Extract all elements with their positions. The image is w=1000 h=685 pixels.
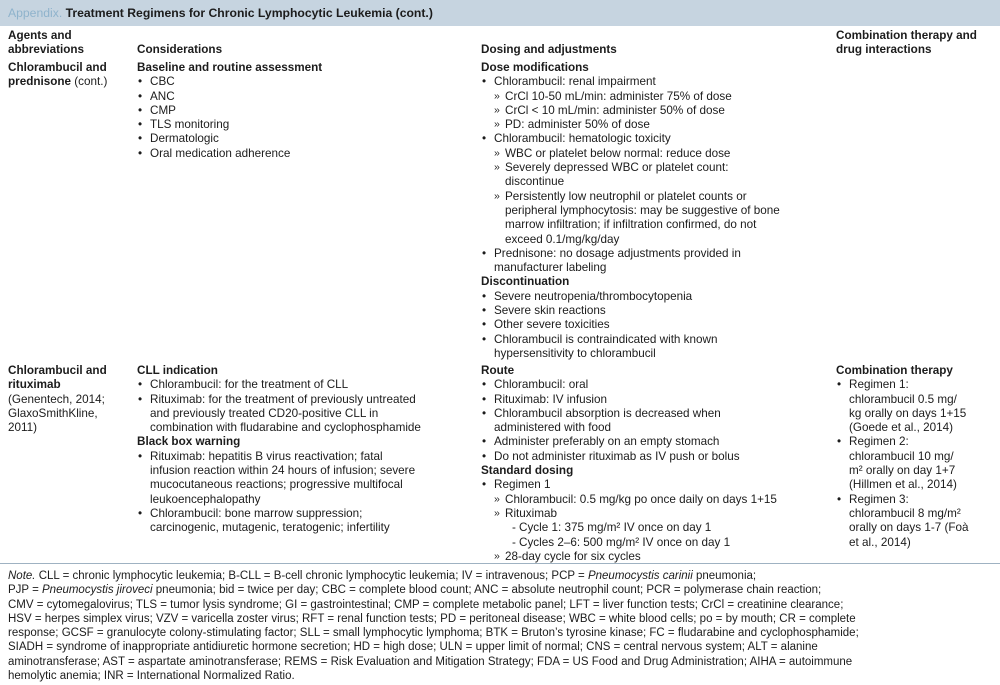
note-label: Note. xyxy=(8,570,36,582)
list-item: » Chlorambucil: 0.5 mg/kg po once daily on days 1+15 xyxy=(481,493,831,507)
list-item: • Administer preferably on an empty stomach xyxy=(481,435,831,449)
header-combination: Combination therapy and drug interactions xyxy=(836,29,977,57)
list-item: • CMP xyxy=(137,104,477,118)
list-item: » Persistently low neutrophil or platelet counts or peripheral lymphocytosis: may be suggestive of bone marrow infiltration; if infiltration confirmed, do not exceed 0.1/mg/kg/day xyxy=(481,190,831,247)
list-item: » Severely depressed WBC or platelet count: discontinue xyxy=(481,161,831,190)
route-heading: Route xyxy=(481,364,515,377)
combination-therapy-heading: Combination therapy xyxy=(836,364,953,377)
list-item: - Cycle 1: 375 mg/m² IV once on day 1 xyxy=(481,521,831,535)
header-agents: Agents and abbreviations xyxy=(8,29,84,57)
discontinuation-heading: Discontinuation xyxy=(481,275,570,289)
header-considerations: Considerations xyxy=(137,43,223,56)
list-item: • Regimen 1 xyxy=(481,478,831,492)
list-item: • Chlorambucil: hematologic toxicity xyxy=(481,132,831,146)
row1-agent: Chlorambucil and prednisone (cont.) xyxy=(8,61,108,89)
black-box-warning-heading: Black box warning xyxy=(137,435,241,449)
baseline-heading: Baseline and routine assessment xyxy=(137,61,323,74)
cll-indication-heading: CLL indication xyxy=(137,364,218,377)
row1-considerations xyxy=(137,61,477,161)
list-item: • Severe skin reactions xyxy=(481,304,831,318)
list-item: • Chlorambucil: bone marrow suppression; carcinogenic, mutagenic, teratogenic; infertility xyxy=(137,507,477,536)
list-item: • TLS monitoring xyxy=(137,118,477,132)
list-item: • Severe neutropenia/thrombocytopenia xyxy=(481,290,831,304)
list-item: • Other severe toxicities xyxy=(481,318,831,332)
row2-agent: Chlorambucil and rituximab (Genentech, 2014; GlaxoSmithKline, 2011) xyxy=(8,364,107,435)
list-item: » CrCl 10-50 mL/min: administer 75% of dose xyxy=(481,90,831,104)
list-item: • Rituximab: IV infusion xyxy=(481,393,831,407)
list-item: • CBC xyxy=(137,75,477,89)
appendix-label: Appendix. xyxy=(8,6,63,20)
list-item: • Regimen 1: chlorambucil 0.5 mg/ kg orally on days 1+15 (Goede et al., 2014) xyxy=(836,378,996,435)
list-item: • Dermatologic xyxy=(137,132,477,146)
list-item: » WBC or platelet below normal: reduce dose xyxy=(481,147,831,161)
list-item: • Rituximab: for the treatment of previously untreated and previously treated CD20-positive CLL in combination with fludarabine and cyclophosphamide xyxy=(137,393,477,436)
table-note: Note. CLL = chronic lymphocytic leukemia; B-CLL = B-cell chronic lymphocytic leukemia; IV = intravenous; PCP = Pneumocystis carinii pneumonia; PJP = Pneumocystis jiroveci pneumonia; bid = twice per day; CBC = complete blood count; ANC = absolute neutrophil count; PCR = polymerase chain reaction; CMV = cytomegalovirus; TLS = tumor lysis syndrome; GI = gastrointestinal; CMP = complete metabolic panel; LFT = liver function tests; CrCl = creatinine clearance; HSV = herpes simplex virus; VZV = varicella zoster virus; RFT = renal function tests; PD = peritoneal disease; WBC = white blood cells; po = by mouth; CR = complete response; GCSF = granulocyte colony-stimulating factor; SLL = small lymphocytic lymphoma; BTK = Bruton’s tyrosine kinase; FC = fludarabine and cyclophosphamide; SIADH = syndrome of inappropriate antidiuretic hormone secretion; HD = high dose; ULN = upper limit of normal; CNS = central nervous system; ALT = alanine aminotransferase; AST = aspartate aminotransferase; REMS = Risk Evaluation and Mitigation Strategy; FDA = US Food and Drug Administration; AIHA = autoimmune hemolytic anemia; INR = International Normalized Ratio. xyxy=(0,563,1000,685)
list-item: • Regimen 3: chlorambucil 8 mg/m² orally on days 1-7 (Foà et al., 2014) xyxy=(836,493,996,550)
list-item: • Do not administer rituximab as IV push or bolus xyxy=(481,450,831,464)
row2-considerations xyxy=(137,364,477,536)
list-item: • Chlorambucil is contraindicated with known hypersensitivity to chlorambucil xyxy=(481,333,831,362)
list-item: • Chlorambucil: renal impairment xyxy=(481,75,831,89)
list-item: » CrCl < 10 mL/min: administer 50% of dose xyxy=(481,104,831,118)
row2-combination xyxy=(836,364,996,550)
list-item: • Prednisone: no dosage adjustments provided in manufacturer labeling xyxy=(481,247,831,276)
table-title-bar xyxy=(0,0,1000,26)
list-item: • Chlorambucil: for the treatment of CLL xyxy=(137,378,477,392)
list-item: • Chlorambucil: oral xyxy=(481,378,831,392)
row1-dosing xyxy=(481,61,831,361)
header-dosing: Dosing and adjustments xyxy=(481,43,617,56)
list-item: » Rituximab xyxy=(481,507,831,521)
list-item: • Rituximab: hepatitis B virus reactivation; fatal infusion reaction within 24 hours of infusion; severe mucocutaneous reactions; progressive multifocal leukoencephalopathy xyxy=(137,450,477,507)
list-item: • Chlorambucil absorption is decreased when administered with food xyxy=(481,407,831,436)
standard-dosing-heading: Standard dosing xyxy=(481,464,574,478)
list-item: • ANC xyxy=(137,90,477,104)
list-item: » PD: administer 50% of dose xyxy=(481,118,831,132)
row2-dosing xyxy=(481,364,831,564)
list-item: • Oral medication adherence xyxy=(137,147,477,161)
dose-modifications-heading: Dose modifications xyxy=(481,61,589,74)
table-title: Treatment Regimens for Chronic Lymphocytic Leukemia (cont.) xyxy=(65,6,433,20)
list-item: - Cycles 2–6: 500 mg/m² IV once on day 1 xyxy=(481,536,831,550)
list-item: • Regimen 2: chlorambucil 10 mg/ m² orally on day 1+7 (Hillmen et al., 2014) xyxy=(836,435,996,492)
list-item: » 28-day cycle for six cycles xyxy=(481,550,831,564)
